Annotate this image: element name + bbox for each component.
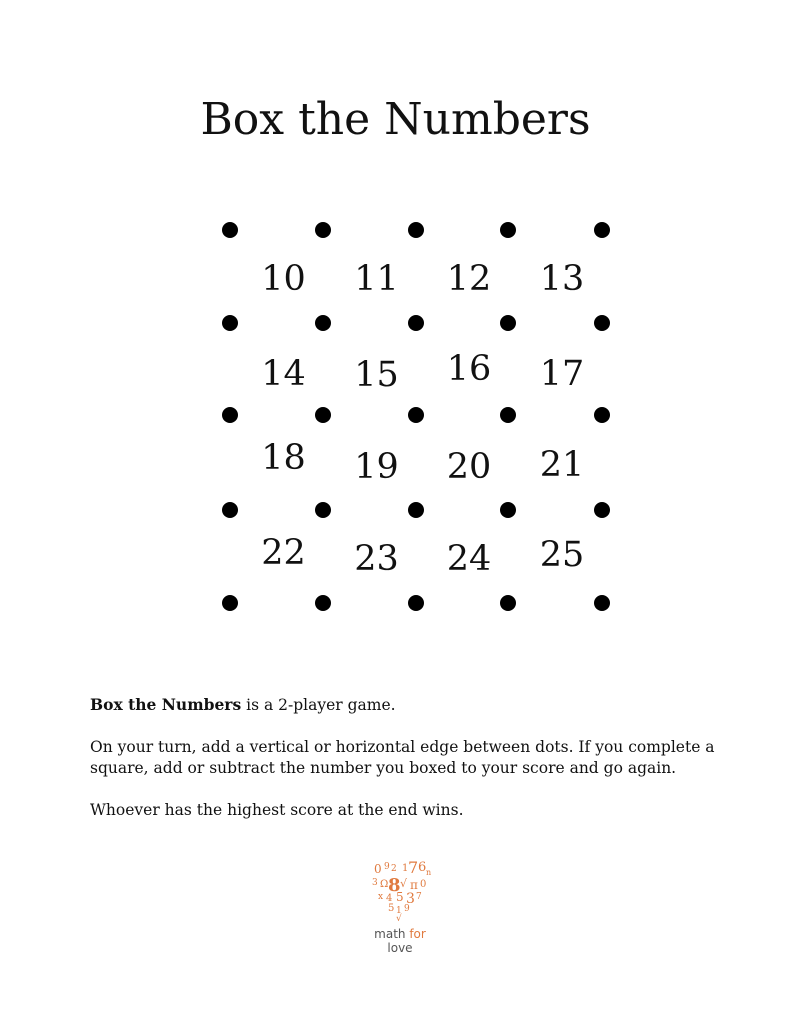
svg-text:0: 0 [374,862,382,876]
grid-dot[interactable] [500,407,516,423]
box-number: 10 [261,258,306,299]
heart-icon [366,855,434,921]
svg-text:π: π [410,878,418,892]
grid-dot[interactable] [222,407,238,423]
svg-text:n: n [426,868,432,877]
svg-text:8: 8 [388,875,401,896]
svg-text:0: 0 [420,879,427,890]
svg-text:7: 7 [408,858,419,877]
box-number: 16 [446,349,492,389]
svg-text:5: 5 [388,903,395,914]
svg-text:5: 5 [396,890,404,904]
box-number: 11 [354,258,399,299]
box-number: 18 [261,437,306,478]
svg-text:√: √ [400,877,408,890]
rules-intro-text: is a 2-player game. [241,696,396,714]
box-number: 23 [354,538,399,579]
box-number: 17 [539,354,585,394]
svg-text:1: 1 [402,863,409,874]
grid-dot[interactable] [594,222,610,238]
box-number: 24 [446,538,492,579]
math-for-love-logo [360,855,440,955]
box-number: 21 [539,444,585,485]
grid-dot[interactable] [222,502,238,518]
grid-dot[interactable] [222,222,238,238]
rules-win: Whoever has the highest score at the end wins. [90,801,464,819]
box-number: 19 [354,446,399,487]
logo-text: math for love [374,927,426,955]
game-name: Box the Numbers [90,695,242,714]
svg-text:4: 4 [386,893,393,904]
rules-turn: On your turn, add a vertical or horizontal edge between dots. If you complete a square, add or subtract the number you boxed to your score and go again. [90,738,715,777]
svg-text:7: 7 [416,892,422,902]
svg-text:√: √ [396,914,402,921]
grid-dot[interactable] [500,222,516,238]
grid-dot[interactable] [408,502,424,518]
grid-dot[interactable] [222,315,238,331]
svg-text:3: 3 [372,878,378,888]
box-number: 25 [539,534,585,575]
svg-text:Ω: Ω [380,879,389,890]
grid-dot[interactable] [315,595,331,611]
svg-text:9: 9 [404,904,410,914]
grid-dot[interactable] [594,502,610,518]
grid-dot[interactable] [222,595,238,611]
grid-dot[interactable] [500,502,516,518]
grid-dot[interactable] [594,315,610,331]
box-number: 22 [261,532,306,573]
grid-dot[interactable] [315,315,331,331]
grid-dot[interactable] [315,502,331,518]
grid-dot[interactable] [315,222,331,238]
rules-intro [90,694,750,716]
box-number: 12 [446,258,492,299]
grid-dot[interactable] [408,315,424,331]
svg-text:9: 9 [384,862,390,872]
svg-text:6: 6 [418,860,427,875]
rules-text [90,694,750,842]
box-number: 13 [539,258,585,299]
svg-text:2: 2 [391,864,397,874]
box-number: 14 [261,354,306,394]
box-number: 15 [354,355,399,395]
page-title: Box the Numbers [200,94,591,145]
box-number: 20 [446,446,492,487]
grid-dot[interactable] [500,595,516,611]
grid-dot[interactable] [594,595,610,611]
svg-text:1: 1 [396,906,402,916]
grid-dot[interactable] [408,595,424,611]
grid-dot[interactable] [500,315,516,331]
svg-text:x: x [378,892,384,902]
svg-text:3: 3 [406,891,415,907]
grid-dot[interactable] [408,222,424,238]
grid-dot[interactable] [408,407,424,423]
grid-dot[interactable] [594,407,610,423]
grid-dot[interactable] [315,407,331,423]
